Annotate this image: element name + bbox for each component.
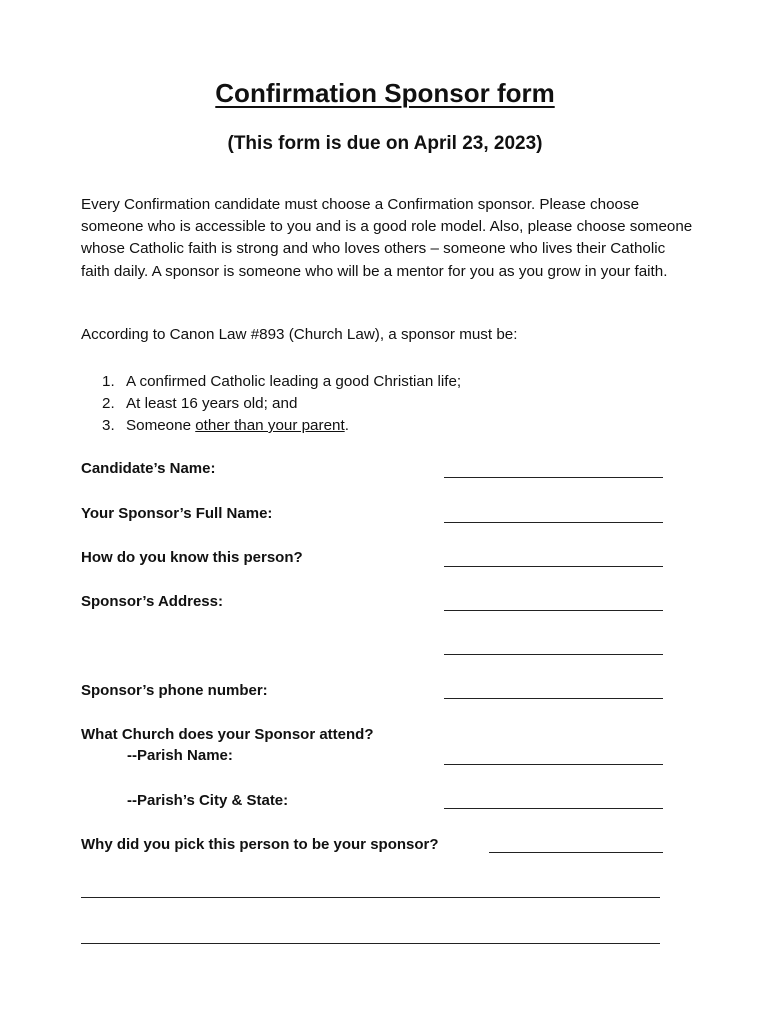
requirement-item xyxy=(81,393,461,415)
intro-paragraph: Every Confirmation candidate must choose a Confirmation sponsor. Please choose someone who is accessible to you and is a good role model. Also, please choose someone whose Catholic faith is strong and who loves others – someone who lives their Catholic faith daily. A sponsor is someone who will be a mentor for you as you grow in your faith. xyxy=(81,196,693,280)
requirement-emphasis: other than your parent xyxy=(195,417,345,434)
requirement-item xyxy=(81,371,461,393)
sponsor-phone-label: Sponsor’s phone number: xyxy=(81,682,268,699)
requirement-text: At least 16 years old; and xyxy=(126,395,298,412)
form-title: Confirmation Sponsor form xyxy=(215,78,555,108)
requirement-number: 3. xyxy=(102,417,115,434)
requirement-number: 1. xyxy=(102,373,115,390)
parish-name-label: --Parish Name: xyxy=(127,747,233,764)
requirement-text: A confirmed Catholic leading a good Christian life; xyxy=(126,373,462,390)
due-date-subtitle: (This form is due on April 23, 2023) xyxy=(227,133,543,154)
candidate-name-field[interactable] xyxy=(444,477,663,478)
why-pick-answer-line1[interactable] xyxy=(81,897,660,898)
parish-city-state-field[interactable] xyxy=(444,808,663,809)
how-know-label: How do you know this person? xyxy=(81,549,303,566)
sponsor-phone-field[interactable] xyxy=(444,698,663,699)
requirement-text-end: . xyxy=(344,417,349,434)
sponsor-address-field-line1[interactable] xyxy=(444,610,663,611)
sponsor-address-label: Sponsor’s Address: xyxy=(81,593,223,610)
parish-name-field[interactable] xyxy=(444,764,663,765)
sponsor-full-name-label: Your Sponsor’s Full Name: xyxy=(81,505,273,522)
sponsor-full-name-field[interactable] xyxy=(444,522,663,523)
how-know-field[interactable] xyxy=(444,566,663,567)
requirements-list xyxy=(81,371,461,437)
requirement-item xyxy=(81,415,461,437)
why-pick-field[interactable] xyxy=(489,852,663,853)
canon-law-text: According to Canon Law #893 (Church Law), a sponsor must be: xyxy=(81,326,518,343)
sponsor-address-field-line2[interactable] xyxy=(444,654,663,655)
parish-city-state-label: --Parish’s City & State: xyxy=(127,792,289,809)
why-pick-answer-line2[interactable] xyxy=(81,943,660,944)
church-question-label: What Church does your Sponsor attend? xyxy=(81,726,374,743)
requirement-text: Someone xyxy=(126,417,196,434)
requirement-number: 2. xyxy=(102,395,115,412)
candidate-name-label: Candidate’s Name: xyxy=(81,460,216,477)
why-pick-label: Why did you pick this person to be your sponsor? xyxy=(81,836,439,853)
